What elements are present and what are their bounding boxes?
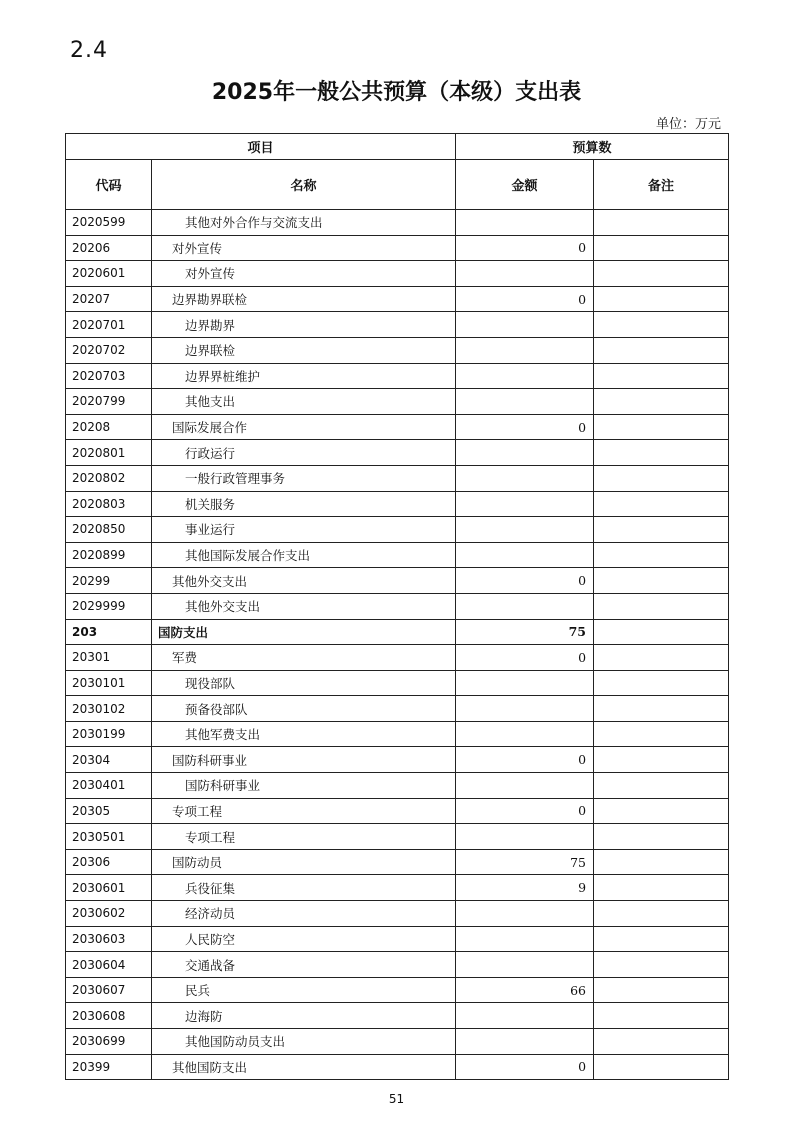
row-name: 边界联检 <box>152 337 456 363</box>
table-row <box>66 1003 729 1029</box>
row-name: 国防支出 <box>152 619 456 645</box>
header-name: 名称 <box>152 160 456 210</box>
table-row <box>66 491 729 517</box>
row-remark <box>594 798 729 824</box>
row-remark <box>594 1054 729 1080</box>
table-row <box>66 465 729 491</box>
row-remark <box>594 235 729 261</box>
table-row <box>66 824 729 850</box>
row-code: 203 <box>66 619 152 645</box>
row-remark <box>594 875 729 901</box>
row-code: 2030603 <box>66 926 152 952</box>
row-amount <box>456 1003 594 1029</box>
row-amount <box>456 773 594 799</box>
row-name: 现役部队 <box>152 670 456 696</box>
row-amount: 75 <box>456 619 594 645</box>
row-name: 行政运行 <box>152 440 456 466</box>
row-name: 兵役征集 <box>152 875 456 901</box>
row-name: 边界界桩维护 <box>152 363 456 389</box>
table-row <box>66 593 729 619</box>
row-amount: 0 <box>456 414 594 440</box>
row-remark <box>594 389 729 415</box>
row-remark <box>594 542 729 568</box>
row-name: 专项工程 <box>152 824 456 850</box>
row-amount <box>456 517 594 543</box>
table-row <box>66 670 729 696</box>
row-code: 2020801 <box>66 440 152 466</box>
row-amount <box>456 389 594 415</box>
row-code: 2030102 <box>66 696 152 722</box>
row-code: 2020703 <box>66 363 152 389</box>
row-name: 其他国防动员支出 <box>152 1029 456 1055</box>
row-amount <box>456 696 594 722</box>
row-remark <box>594 491 729 517</box>
table-row <box>66 1029 729 1055</box>
row-name: 边界勘界联检 <box>152 286 456 312</box>
row-remark <box>594 696 729 722</box>
row-name: 经济动员 <box>152 901 456 927</box>
row-name: 机关服务 <box>152 491 456 517</box>
row-code: 2030199 <box>66 721 152 747</box>
row-amount <box>456 593 594 619</box>
row-amount <box>456 721 594 747</box>
row-name: 其他国防支出 <box>152 1054 456 1080</box>
table-row <box>66 773 729 799</box>
table-row <box>66 210 729 236</box>
table-row <box>66 875 729 901</box>
table-row <box>66 568 729 594</box>
row-amount: 0 <box>456 568 594 594</box>
row-name: 事业运行 <box>152 517 456 543</box>
row-remark <box>594 645 729 671</box>
row-remark <box>594 1029 729 1055</box>
row-code: 20305 <box>66 798 152 824</box>
row-remark <box>594 414 729 440</box>
section-number: 2.4 <box>70 38 108 63</box>
row-amount <box>456 210 594 236</box>
row-name: 国际发展合作 <box>152 414 456 440</box>
row-amount <box>456 824 594 850</box>
row-amount: 0 <box>456 798 594 824</box>
row-code: 2030101 <box>66 670 152 696</box>
row-amount <box>456 312 594 338</box>
row-name: 其他军费支出 <box>152 721 456 747</box>
table-row <box>66 696 729 722</box>
row-remark <box>594 337 729 363</box>
row-remark <box>594 517 729 543</box>
row-amount <box>456 926 594 952</box>
row-code: 2020899 <box>66 542 152 568</box>
row-name: 国防科研事业 <box>152 747 456 773</box>
header-code: 代码 <box>66 160 152 210</box>
row-name: 边海防 <box>152 1003 456 1029</box>
row-code: 2030602 <box>66 901 152 927</box>
row-code: 2030501 <box>66 824 152 850</box>
table-row <box>66 312 729 338</box>
row-name: 国防动员 <box>152 849 456 875</box>
row-remark <box>594 286 729 312</box>
table-header <box>66 134 729 210</box>
row-code: 2030607 <box>66 977 152 1003</box>
table-row <box>66 414 729 440</box>
row-code: 2020803 <box>66 491 152 517</box>
table-row <box>66 261 729 287</box>
row-remark <box>594 849 729 875</box>
row-amount <box>456 261 594 287</box>
row-code: 2020601 <box>66 261 152 287</box>
row-code: 20304 <box>66 747 152 773</box>
row-amount <box>456 952 594 978</box>
row-remark <box>594 977 729 1003</box>
row-name: 一般行政管理事务 <box>152 465 456 491</box>
row-code: 20207 <box>66 286 152 312</box>
row-code: 2030699 <box>66 1029 152 1055</box>
row-code: 2020799 <box>66 389 152 415</box>
row-name: 对外宣传 <box>152 261 456 287</box>
page-title: 2025年一般公共预算（本级）支出表 <box>211 80 582 105</box>
row-code: 20399 <box>66 1054 152 1080</box>
table-row <box>66 977 729 1003</box>
row-code: 20306 <box>66 849 152 875</box>
row-code: 2030608 <box>66 1003 152 1029</box>
row-code: 2020702 <box>66 337 152 363</box>
row-code: 2020802 <box>66 465 152 491</box>
row-remark <box>594 747 729 773</box>
unit-label: 单位：万元 <box>655 117 721 132</box>
row-name: 专项工程 <box>152 798 456 824</box>
row-remark <box>594 824 729 850</box>
row-code: 20206 <box>66 235 152 261</box>
table-row <box>66 721 729 747</box>
table-row <box>66 849 729 875</box>
row-remark <box>594 619 729 645</box>
header-budget-number: 预算数 <box>456 134 729 160</box>
row-name: 军费 <box>152 645 456 671</box>
row-amount: 0 <box>456 645 594 671</box>
row-amount <box>456 465 594 491</box>
row-amount: 75 <box>456 849 594 875</box>
row-remark <box>594 593 729 619</box>
row-remark <box>594 210 729 236</box>
row-amount <box>456 363 594 389</box>
table-row <box>66 363 729 389</box>
table-row <box>66 798 729 824</box>
row-amount: 0 <box>456 747 594 773</box>
table-row <box>66 440 729 466</box>
row-remark <box>594 261 729 287</box>
row-name: 人民防空 <box>152 926 456 952</box>
row-amount: 0 <box>456 235 594 261</box>
table-row <box>66 619 729 645</box>
row-remark <box>594 465 729 491</box>
table-row <box>66 389 729 415</box>
row-code: 2020701 <box>66 312 152 338</box>
row-code: 20208 <box>66 414 152 440</box>
table-body <box>66 210 729 1080</box>
page-number: 51 <box>388 1092 405 1106</box>
row-remark <box>594 721 729 747</box>
row-remark <box>594 568 729 594</box>
row-name: 预备役部队 <box>152 696 456 722</box>
row-amount <box>456 542 594 568</box>
table-row <box>66 235 729 261</box>
row-amount <box>456 670 594 696</box>
header-amount: 金额 <box>456 160 594 210</box>
row-amount: 0 <box>456 1054 594 1080</box>
row-code: 2020599 <box>66 210 152 236</box>
table-row <box>66 926 729 952</box>
row-code: 20299 <box>66 568 152 594</box>
row-name: 民兵 <box>152 977 456 1003</box>
table-row <box>66 645 729 671</box>
row-amount <box>456 440 594 466</box>
table-row <box>66 542 729 568</box>
row-amount: 0 <box>456 286 594 312</box>
table-row <box>66 1054 729 1080</box>
row-name: 其他支出 <box>152 389 456 415</box>
row-name: 交通战备 <box>152 952 456 978</box>
header-project: 项目 <box>66 134 456 160</box>
row-name: 边界勘界 <box>152 312 456 338</box>
table-row <box>66 952 729 978</box>
row-code: 2030601 <box>66 875 152 901</box>
row-name: 其他国际发展合作支出 <box>152 542 456 568</box>
row-remark <box>594 363 729 389</box>
row-name: 对外宣传 <box>152 235 456 261</box>
budget-table <box>65 133 729 1080</box>
table-row <box>66 901 729 927</box>
table-row <box>66 747 729 773</box>
row-code: 20301 <box>66 645 152 671</box>
row-amount <box>456 337 594 363</box>
table-row <box>66 337 729 363</box>
row-remark <box>594 670 729 696</box>
row-amount: 9 <box>456 875 594 901</box>
row-amount: 66 <box>456 977 594 1003</box>
row-code: 2030604 <box>66 952 152 978</box>
row-remark <box>594 440 729 466</box>
row-remark <box>594 1003 729 1029</box>
row-remark <box>594 773 729 799</box>
row-name: 国防科研事业 <box>152 773 456 799</box>
row-code: 2029999 <box>66 593 152 619</box>
row-amount <box>456 491 594 517</box>
row-name: 其他外交支出 <box>152 568 456 594</box>
row-remark <box>594 312 729 338</box>
row-amount <box>456 901 594 927</box>
row-remark <box>594 901 729 927</box>
row-name: 其他对外合作与交流支出 <box>152 210 456 236</box>
table-row <box>66 517 729 543</box>
row-code: 2030401 <box>66 773 152 799</box>
table-row <box>66 286 729 312</box>
row-remark <box>594 952 729 978</box>
row-remark <box>594 926 729 952</box>
row-code: 2020850 <box>66 517 152 543</box>
row-amount <box>456 1029 594 1055</box>
header-remark: 备注 <box>594 160 729 210</box>
row-name: 其他外交支出 <box>152 593 456 619</box>
